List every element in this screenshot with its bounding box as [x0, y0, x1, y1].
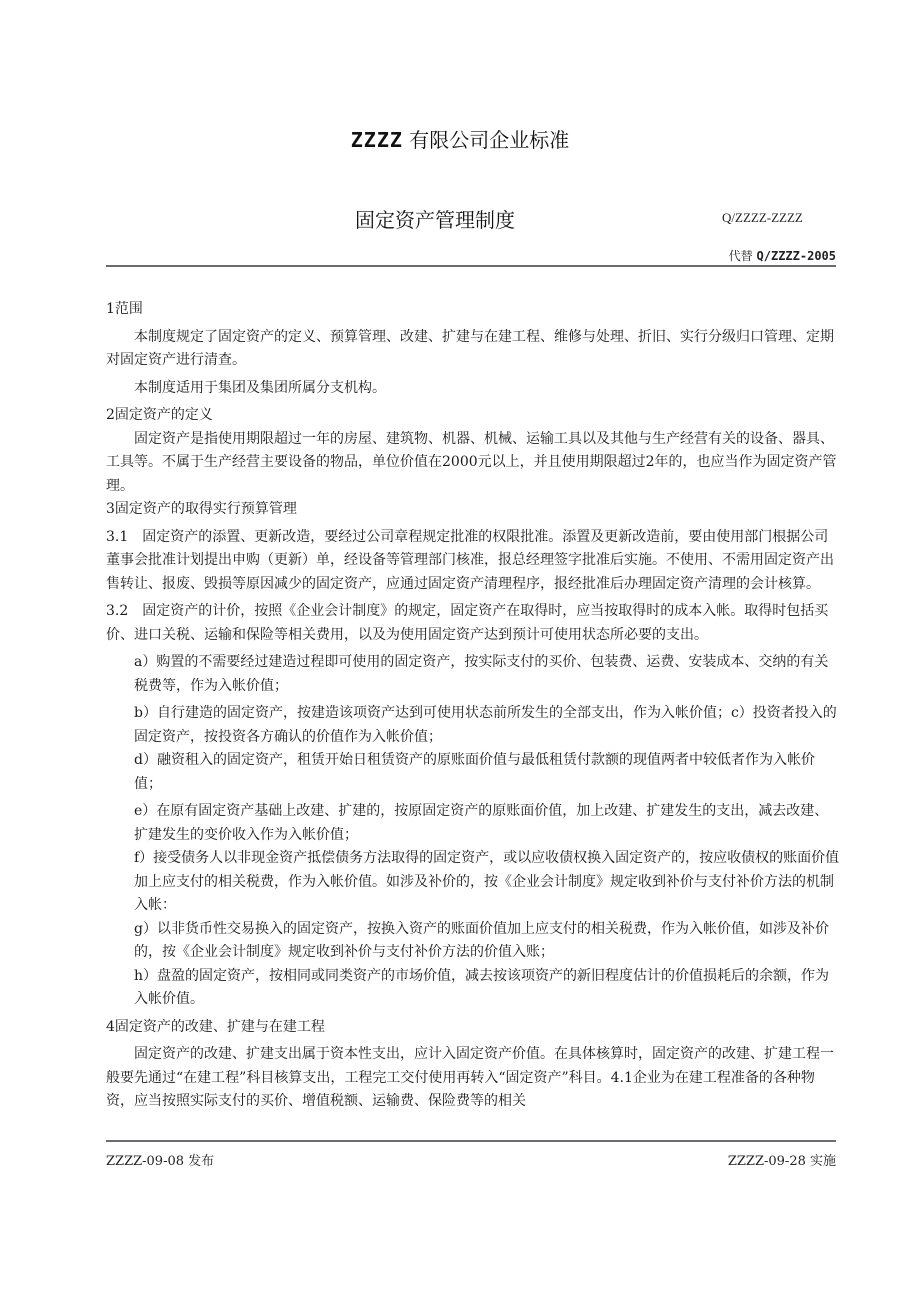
issue-date: ZZZZ-09-08 发布 [106, 1154, 215, 1169]
section-3-1: 3.1 固定资产的添置、更新改造，要经过公司章程规定批准的权限批准。添置及更新改造前，要由使用部门根据公司董事会批准计划提出申购（更新）单，经设备等管理部门核准，报总经理签字批准后实施。不使用、不需用固定资产出售转让、报废、毁损等原因减少的固定资产，应通过固定资产清理程序，报经批准后办理固定资产清理的会计核算。 [106, 528, 834, 592]
footer-divider [106, 1140, 836, 1142]
section-2-paragraph: 固定资产是指使用期限超过一年的房屋、建筑物、机器、机械、运输工具以及其他与生产经营有关的设备、器具、工具等。不属于生产经营主要设备的物品，单位价值在2000元以上，并且使用期限超过2年的，也应当作为固定资产管理。 [106, 430, 837, 494]
section-4-heading: 4固定资产的改建、扩建与在建工程 [106, 1018, 325, 1035]
replaces-standard [729, 247, 836, 264]
list-item-h: h）盘盈的固定资产，按相同或同类资产的市场价值，减去按该项资产的新旧程度估计的价值损耗后的余额，作为入帐价值。 [134, 967, 830, 1007]
company-prefix: ZZZZ [350, 128, 403, 152]
replace-code: Q/ZZZZ-2005 [756, 249, 836, 263]
header-divider [106, 265, 836, 267]
section-4-paragraph: 固定资产的改建、扩建支出属于资本性支出，应计入固定资产价值。在具体核算时，固定资产的改建、扩建工程一般要先通过“在建工程”科目核算支出，工程完工交付使用再转入“固定资产”科目。4.1企业为在建工程准备的各种物资，应当按照实际支付的买价、增值税额、运输费、保险费等的相关 [106, 1046, 834, 1109]
document-body [106, 298, 840, 1114]
section-3-2: 3.2 固定资产的计价，按照《企业会计制度》的规定，固定资产在取得时，应当按取得时的成本入帐。取得时包括买价、进口关税、运输和保险等相关费用，以及为使用固定资产达到预计可使用状态所必要的支出。 [106, 603, 829, 643]
section-1-paragraph-1: 本制度规定了固定资产的定义、预算管理、改建、扩建与在建工程、维修与处理、折旧、实行分级归口管理、定期对固定资产进行清查。 [106, 328, 834, 368]
document-title: 固定资产管理制度 [355, 208, 515, 232]
section-1-heading: 1范围 [106, 301, 143, 317]
standard-code: Q/ZZZZ-ZZZZ [722, 210, 803, 225]
section-1-paragraph-2: 本制度适用于集团及集团所属分支机构。 [134, 379, 386, 396]
company-suffix: 有限公司企业标准 [409, 128, 570, 152]
list-item-g: g）以非货币性交易换入的固定资产，按换入资产的账面价值加上应支付的相关税费，作为入帐价值，如涉及补价的，按《企业会计制度》规定收到补价与支付补价方法的价值入账； [134, 920, 829, 960]
section-3-heading: 3固定资产的取得实行预算管理 [106, 501, 297, 517]
replace-label: 代替 [728, 249, 753, 263]
list-item-b: b）自行建造的固定资产，按建造该项资产达到可使用状态前所发生的全部支出，作为入帐价值；c）投资者投入的固定资产，按投资各方确认的价值作为入帐价值； [134, 705, 837, 745]
list-item-e: e）在原有固定资产基础上改建、扩建的，按原固定资产的原账面价值，加上改建、扩建发生的支出，减去改建、扩建发生的变价收入作为入帐价值； [134, 803, 829, 843]
section-2-heading: 2固定资产的定义 [106, 407, 213, 423]
company-standard-title [0, 124, 920, 153]
effective-date: ZZZZ-09-28 实施 [727, 1154, 836, 1169]
list-item-f: f）接受债务人以非现金资产抵偿债务方法取得的固定资产，或以应收债权换入固定资产的，按应收债权的账面价值加上应支付的相关税费，作为入帐价值。如涉及补价的，按《企业会计制度》规定收到补价与支付补价方法的机制入帐： [134, 850, 840, 913]
list-item-a: a）购置的不需要经过建造过程即可使用的固定资产，按实际支付的买价、包装费、运费、安装成本、交纳的有关税费等，作为入帐价值； [134, 654, 829, 694]
list-item-d: d）融资租入的固定资产，租赁开始日租赁资产的原账面价值与最低租赁付款额的现值两者中较低者作为入帐价值； [134, 752, 815, 792]
